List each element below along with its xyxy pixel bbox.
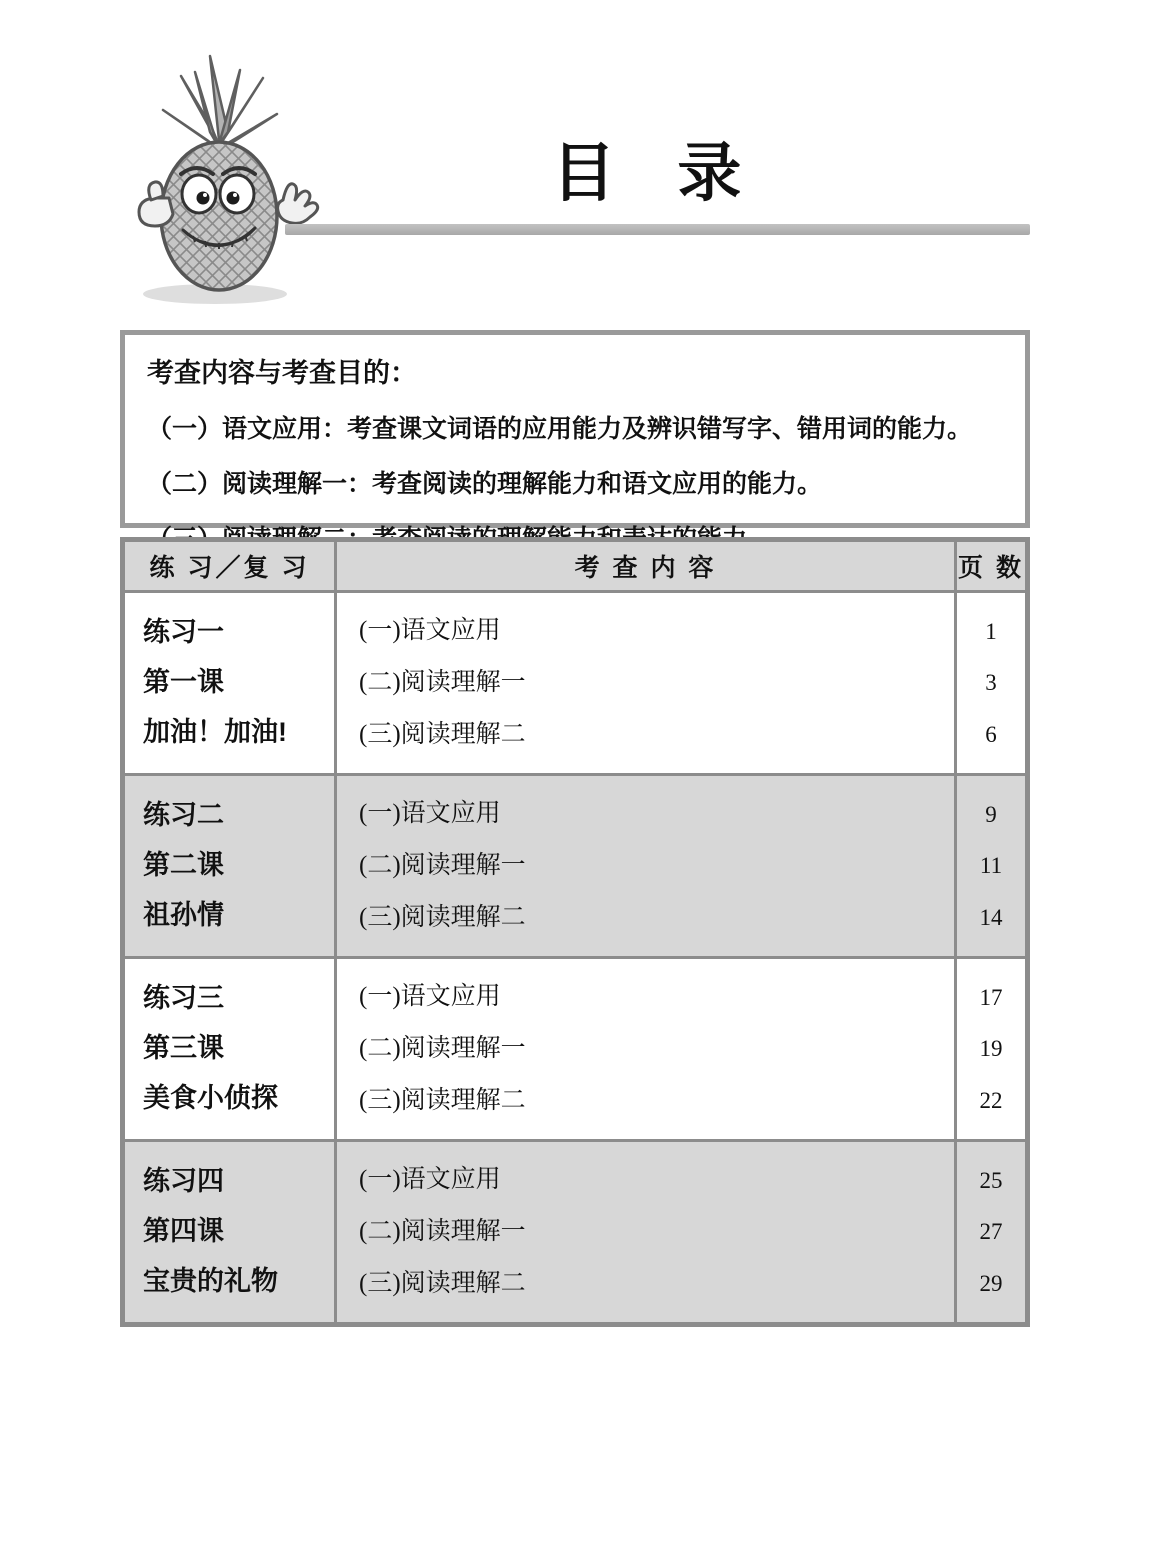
content-cell — [337, 959, 957, 1139]
lesson-name: 第一课 — [143, 667, 224, 698]
page-cell — [957, 959, 1025, 1139]
intro-item-2: （二）阅读理解一：考查阅读的理解能力和语文应用的能力。 — [147, 470, 823, 498]
table-header-content: 考 查 内 容 — [337, 542, 957, 590]
lesson-title: 美食小侦探 — [143, 1082, 278, 1113]
page-title: 目 录 — [551, 137, 764, 209]
exercise-name: 练习二 — [143, 800, 224, 831]
intro-box — [120, 330, 1030, 528]
page-cell — [957, 1142, 1025, 1322]
lesson-name: 第四课 — [143, 1216, 224, 1247]
content-item: (三)阅读理解二 — [359, 904, 526, 932]
content-item: (三)阅读理解二 — [359, 1270, 526, 1298]
page-number: 1 — [985, 619, 997, 645]
content-cell — [337, 1142, 957, 1322]
page-number: 27 — [979, 1219, 1003, 1245]
table-header-page: 页 数 — [958, 554, 1024, 582]
intro-heading: 考查内容与考查目的： — [147, 358, 417, 388]
page-number: 3 — [985, 670, 997, 696]
page-cell — [957, 593, 1025, 773]
page-number: 29 — [979, 1270, 1003, 1296]
toc-table — [120, 537, 1030, 1327]
content-item: (一)语文应用 — [359, 983, 501, 1011]
lesson-cell — [125, 1142, 337, 1322]
intro-item-1: （一）语文应用：考查课文词语的应用能力及辨识错写字、错用词的能力。 — [147, 415, 973, 443]
lesson-title: 祖孙情 — [143, 899, 224, 930]
content-item: (二)阅读理解一 — [359, 669, 526, 697]
lesson-cell — [125, 959, 337, 1139]
lesson-name: 第二课 — [143, 850, 224, 881]
table-row-2 — [125, 773, 1025, 956]
content-item: (三)阅读理解二 — [359, 1087, 526, 1115]
title-underline-bar — [285, 224, 1030, 235]
content-item: (二)阅读理解一 — [359, 1035, 526, 1063]
content-item: (二)阅读理解一 — [359, 1218, 526, 1246]
lesson-cell — [125, 593, 337, 773]
content-item: (二)阅读理解一 — [359, 852, 526, 880]
content-item: (一)语文应用 — [359, 617, 501, 645]
page-number: 11 — [979, 853, 1003, 879]
table-header-exercise: 练 习／复 习 — [125, 542, 337, 590]
table-row-3 — [125, 956, 1025, 1139]
content-item: (三)阅读理解二 — [359, 721, 526, 749]
page-number: 19 — [979, 1036, 1003, 1062]
table-header-row — [125, 542, 1025, 590]
page-number: 14 — [979, 904, 1003, 930]
content-item: (一)语文应用 — [359, 1166, 501, 1194]
page-number: 6 — [985, 721, 997, 747]
page-number: 9 — [985, 802, 997, 828]
lesson-title: 宝贵的礼物 — [143, 1265, 278, 1296]
title-wrap — [285, 122, 1030, 214]
page-cell — [957, 776, 1025, 956]
page-number: 25 — [979, 1168, 1003, 1194]
exercise-name: 练习四 — [143, 1166, 224, 1197]
table-row-1 — [125, 590, 1025, 773]
content-cell — [337, 593, 957, 773]
content-item: (一)语文应用 — [359, 800, 501, 828]
lesson-name: 第三课 — [143, 1033, 224, 1064]
content-cell — [337, 776, 957, 956]
exercise-name: 练习一 — [143, 617, 224, 648]
page-number: 22 — [979, 1087, 1003, 1113]
lesson-cell — [125, 776, 337, 956]
table-row-4 — [125, 1139, 1025, 1322]
lesson-title: 加油！加油! — [143, 716, 287, 747]
exercise-name: 练习三 — [143, 983, 224, 1014]
page-number: 17 — [979, 985, 1003, 1011]
